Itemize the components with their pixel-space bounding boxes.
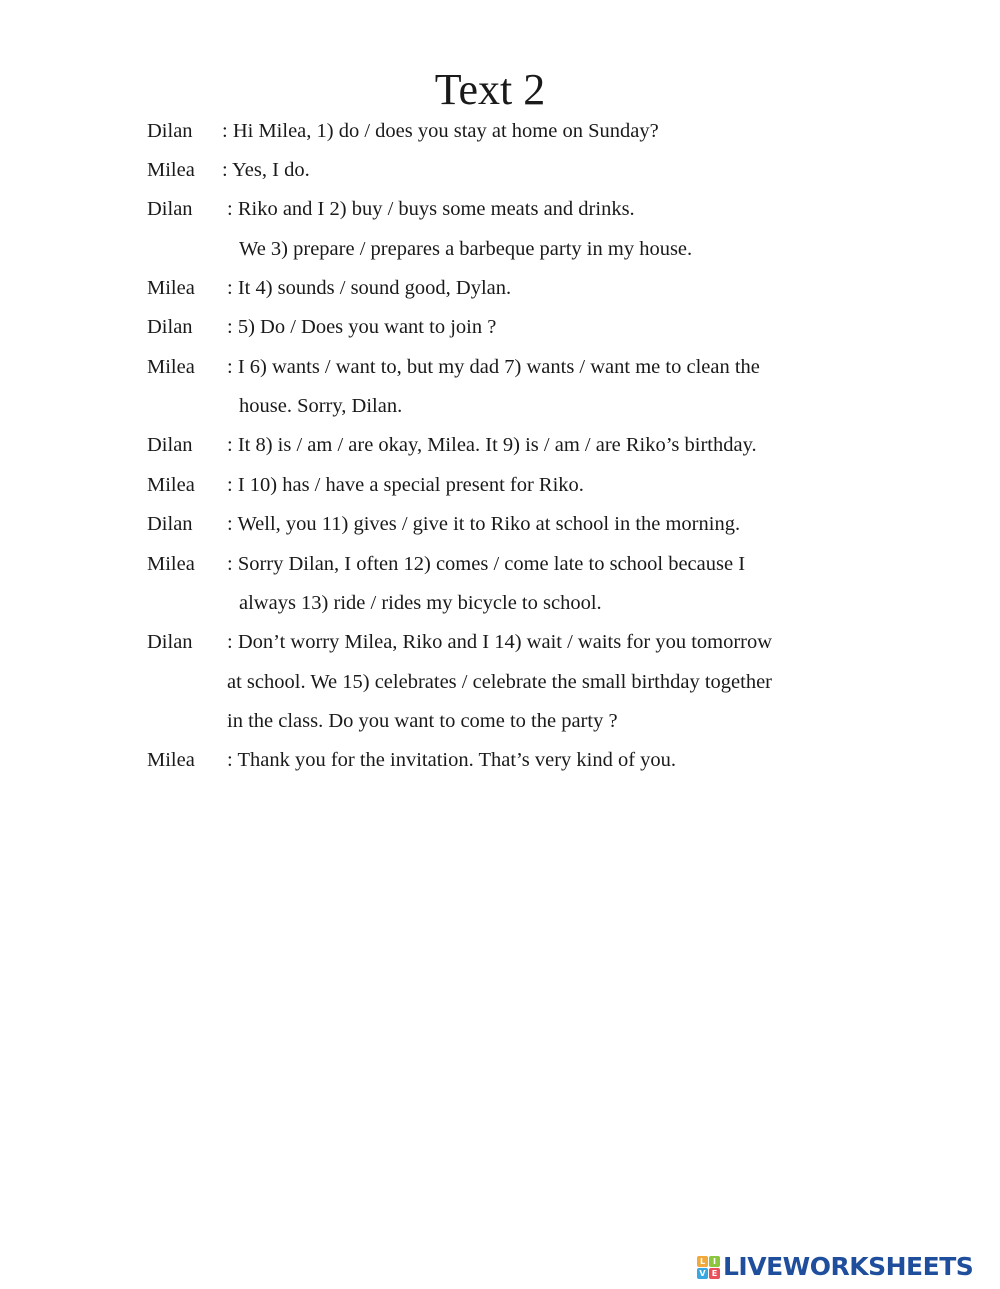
speaker-name: Dilan [147,316,193,338]
dialogue-text: in the class. Do you want to come to the party ? [227,710,618,732]
speaker-name: Milea [147,749,195,771]
dialogue-text: : 5) Do / Does you want to join ? [227,316,497,338]
speaker-name: Dilan [147,198,193,220]
speaker-name: Dilan [147,631,193,653]
dialogue-text: : It 4) sounds / sound good, Dylan. [227,277,512,299]
speaker-name: Dilan [147,513,193,535]
dialogue-text: : Riko and I 2) buy / buys some meats and drinks. [227,198,635,220]
dialogue-text: at school. We 15) celebrates / celebrate the small birthday together [227,671,772,693]
page-title: Text 2 [434,65,546,114]
speaker-name: Milea [147,356,195,378]
dialogue-text: : I 10) has / have a special present for Riko. [227,474,584,496]
dialogue-text: : Yes, I do. [222,159,310,181]
dialogue-text: always 13) ride / rides my bicycle to school. [239,592,602,614]
dialogue-text: : Don’t worry Milea, Riko and I 14) wait / waits for you tomorrow [227,631,773,653]
liveworksheets-logo[interactable] [697,1252,973,1282]
dialogue-text: We 3) prepare / prepares a barbeque party in my house. [239,238,693,260]
speaker-name: Milea [147,553,195,575]
dialogue-text: : It 8) is / am / are okay, Milea. It 9) is / am / are Riko’s birthday. [227,434,757,456]
dialogue-text: : Sorry Dilan, I often 12) comes / come late to school because I [227,553,746,575]
speaker-name: Dilan [147,434,193,456]
dialogue-text: : Thank you for the invitation. That’s very kind of you. [227,749,677,771]
logo-mark-cell: L [697,1256,708,1267]
speaker-name: Milea [147,277,195,299]
dialogue-text: : I 6) wants / want to, but my dad 7) wants / want me to clean the [227,356,760,378]
logo-mark-cell: I [709,1256,720,1267]
dialogue-text: : Hi Milea, 1) do / does you stay at home on Sunday? [222,120,659,142]
logo-mark-cell: E [709,1268,720,1279]
speaker-name: Milea [147,159,195,181]
logo-text: LIVEWORKSHEETS [723,1252,974,1281]
logo-mark-cell: V [697,1268,708,1279]
dialogue-text: house. Sorry, Dilan. [239,395,403,417]
dialogue-text: : Well, you 11) gives / give it to Riko at school in the morning. [227,513,741,535]
logo-mark-icon [697,1256,720,1279]
speaker-name: Milea [147,474,195,496]
speaker-name: Dilan [147,120,193,142]
